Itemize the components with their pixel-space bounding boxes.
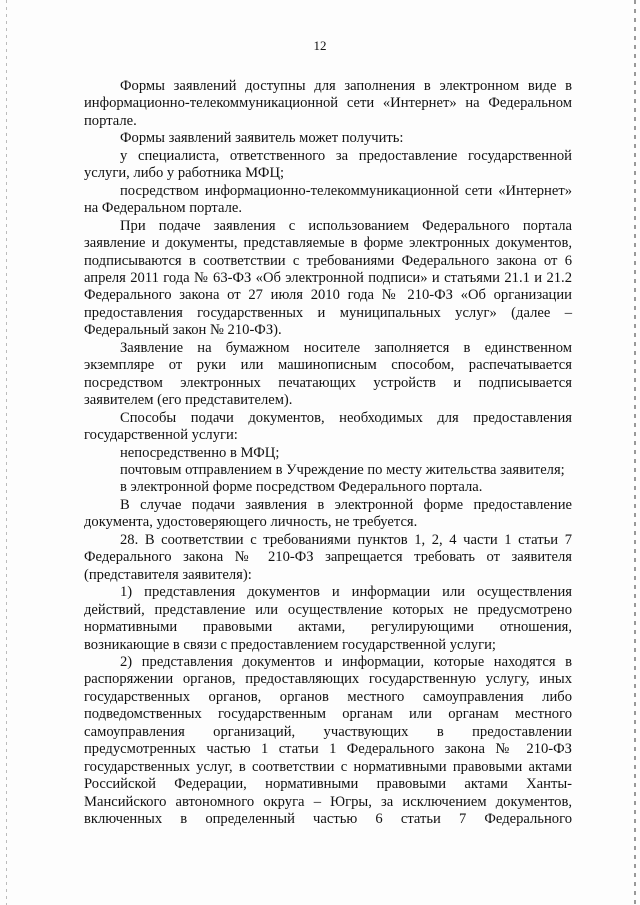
paragraph-submission-methods: Способы подачи документов, необходимых для предоставления государственной услуги: [84,409,572,444]
paragraph-forms-obtain: Формы заявлений заявитель может получить: [120,130,404,147]
paragraph-28: 28. В соответствии с требованиями пунктов 1, 2, 4 части 1 статьи 7 Федерального закона № 210-ФЗ запрещается требовать от заявителя (представителя заявителя): [84,531,572,583]
paragraph-28-item-2: 2) представления документов и информации, которые находятся в распоряжении органов, предоставляющих государственную услугу, иных государственных органов, органов местного самоуправления либо подведомственных государственным органам или органам местного самоуправления организаций, участвующих в предоставлении предусмотренных частью 1 статьи 1 Федерального закона № 210-ФЗ государственных услуг, в соответствии с нормативными правовыми актами Российской Федерации, нормативными правовыми актами Ханты-Мансийского автономного округа – Югры, за исключением документов, включенных в определенный частью 6 статьи 7 Федерального [84,653,572,828]
scan-edge-right [634,0,636,905]
scan-edge-left [6,0,7,905]
paragraph-internet: посредством информационно-телекоммуникационной сети «Интернет» на Федеральном портале. [84,182,572,217]
paragraph-specialist: у специалиста, ответственного за предоставление государственной услуги, либо у работника МФЦ; [84,147,572,182]
paragraph-postal: почтовым отправлением в Учреждение по месту жительства заявителя; [120,461,565,478]
paragraph-28-item-1: 1) представления документов и информации или осуществления действий, представление или осуществление которых не предусмотрено нормативными правовыми актами, регулирующими отношения, возникающие в связи с предоставлением государственной услуги; [84,584,572,653]
paragraph-mfc: непосредственно в МФЦ; [120,444,280,461]
document-body [84,78,572,828]
paragraph-forms-availability: Формы заявлений доступны для заполнения в электронном виде в информационно-телекоммуникационной сети «Интернет» на Федеральном портале. [84,78,572,129]
paragraph-paper-application: Заявление на бумажном носителе заполняется в единственном экземпляре от руки или машинописным способом, распечатывается посредством электронных печатающих устройств и подписывается заявителем (его представителем). [84,339,572,409]
paragraph-electronic: в электронной форме посредством Федерального портала. [120,479,483,496]
paragraph-identity-document: В случае подачи заявления в электронной форме предоставление документа, удостоверяющего личность, не требуется. [84,496,572,531]
paragraph-federal-portal-signature: При подаче заявления с использованием Федерального портала заявление и документы, представляемые в форме электронных документов, подписываются в соответствии с требованиями Федерального закона от 6 апреля 2011 года № 63-ФЗ «Об электронной подписи» и статьями 21.1 и 21.2 Федерального закона от 27 июля 2010 года № 210-ФЗ «Об организации предоставления государственных и муниципальных услуг» (далее – Федеральный закон № 210-ФЗ). [84,217,572,339]
page-number: 12 [313,38,327,53]
